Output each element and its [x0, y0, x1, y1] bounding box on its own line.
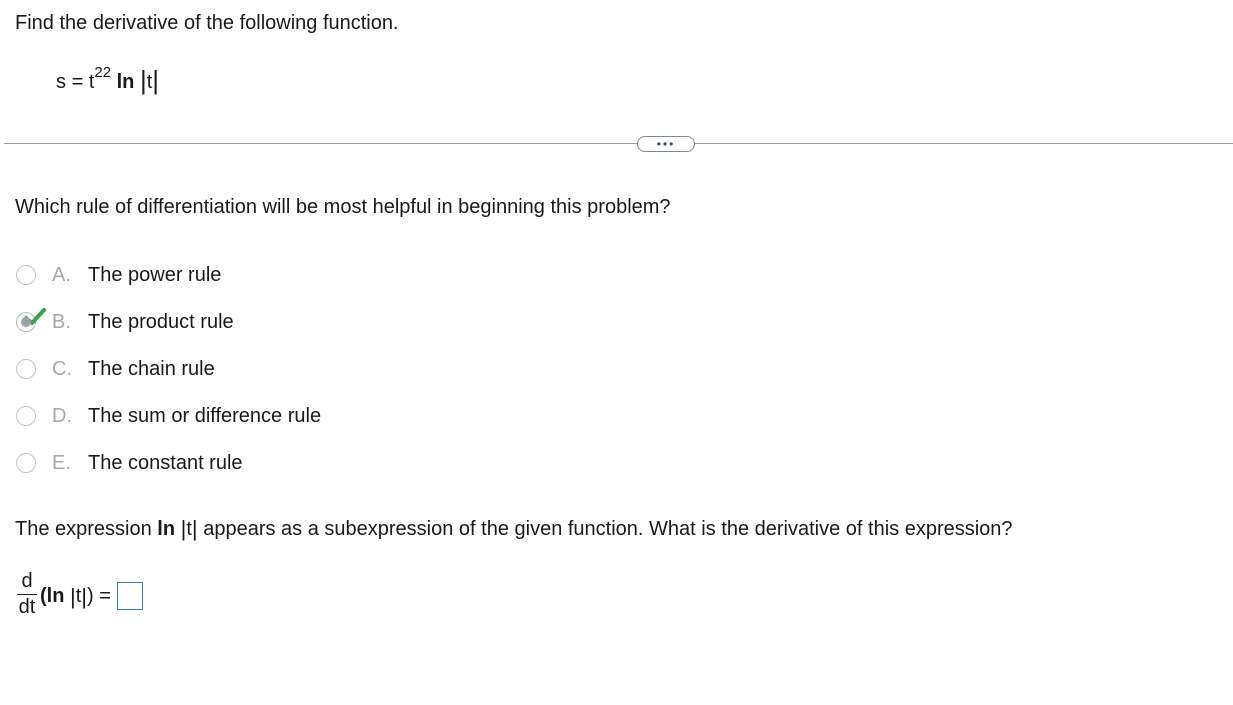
option-a[interactable]	[16, 260, 221, 290]
function-formula	[56, 64, 159, 95]
radio-option-c[interactable]	[16, 359, 36, 379]
question2-abs-left: |	[180, 516, 187, 541]
question-derivative	[15, 515, 1013, 541]
question2-ln: ln	[157, 518, 176, 540]
option-label: The chain rule	[88, 357, 215, 380]
deriv-equals: =	[99, 584, 111, 607]
fraction-numerator: d	[21, 570, 33, 592]
deriv-open-paren: (	[40, 584, 47, 607]
question-rule: Which rule of differentiation will be most helpful in beginning this problem?	[15, 196, 671, 218]
radio-option-d[interactable]	[16, 406, 36, 426]
option-c[interactable]	[16, 354, 215, 384]
radio-option-a[interactable]	[16, 265, 36, 285]
formula-ln: ln	[116, 71, 135, 93]
expand-more-button[interactable]: •••	[637, 136, 695, 152]
question2-abs-right: |	[191, 516, 198, 541]
option-letter: B.	[52, 310, 71, 333]
deriv-abs-left: |	[70, 584, 76, 609]
answer-input-box[interactable]	[117, 582, 143, 610]
check-icon	[23, 307, 47, 327]
option-e[interactable]	[16, 448, 243, 478]
option-d[interactable]	[16, 401, 321, 431]
radio-option-e[interactable]	[16, 453, 36, 473]
formula-exponent: 22	[94, 64, 112, 82]
question2-text-before: The expression	[15, 518, 158, 540]
option-label: The product rule	[88, 310, 234, 333]
deriv-ln: ln	[46, 584, 65, 607]
option-label: The sum or difference rule	[88, 404, 322, 427]
option-label: The constant rule	[88, 451, 243, 474]
fraction-denominator: dt	[18, 596, 36, 618]
option-letter: E.	[52, 451, 71, 474]
option-letter: C.	[52, 357, 72, 380]
formula-abs-right: |	[152, 65, 160, 95]
deriv-abs-right: |	[81, 584, 88, 609]
formula-var: t	[146, 71, 153, 93]
formula-base: t	[88, 71, 95, 93]
section-divider	[4, 143, 1233, 144]
deriv-var: t	[75, 584, 82, 607]
radio-option-b[interactable]	[16, 312, 36, 332]
formula-lhs: s	[56, 71, 66, 93]
option-letter: A.	[52, 263, 71, 286]
option-letter: D.	[52, 404, 72, 427]
fraction-bar	[17, 594, 37, 595]
option-label: The power rule	[88, 263, 222, 286]
deriv-close-paren: )	[87, 584, 94, 607]
question2-var: t	[186, 518, 192, 540]
derivative-body	[40, 582, 143, 610]
problem-instruction: Find the derivative of the following function.	[15, 12, 399, 34]
formula-equals: =	[71, 71, 84, 93]
option-b[interactable]	[16, 307, 234, 337]
question2-text-after: appears as a subexpression of the given function. What is the derivative of this expression?	[197, 518, 1013, 540]
formula-abs-left: |	[139, 65, 147, 95]
